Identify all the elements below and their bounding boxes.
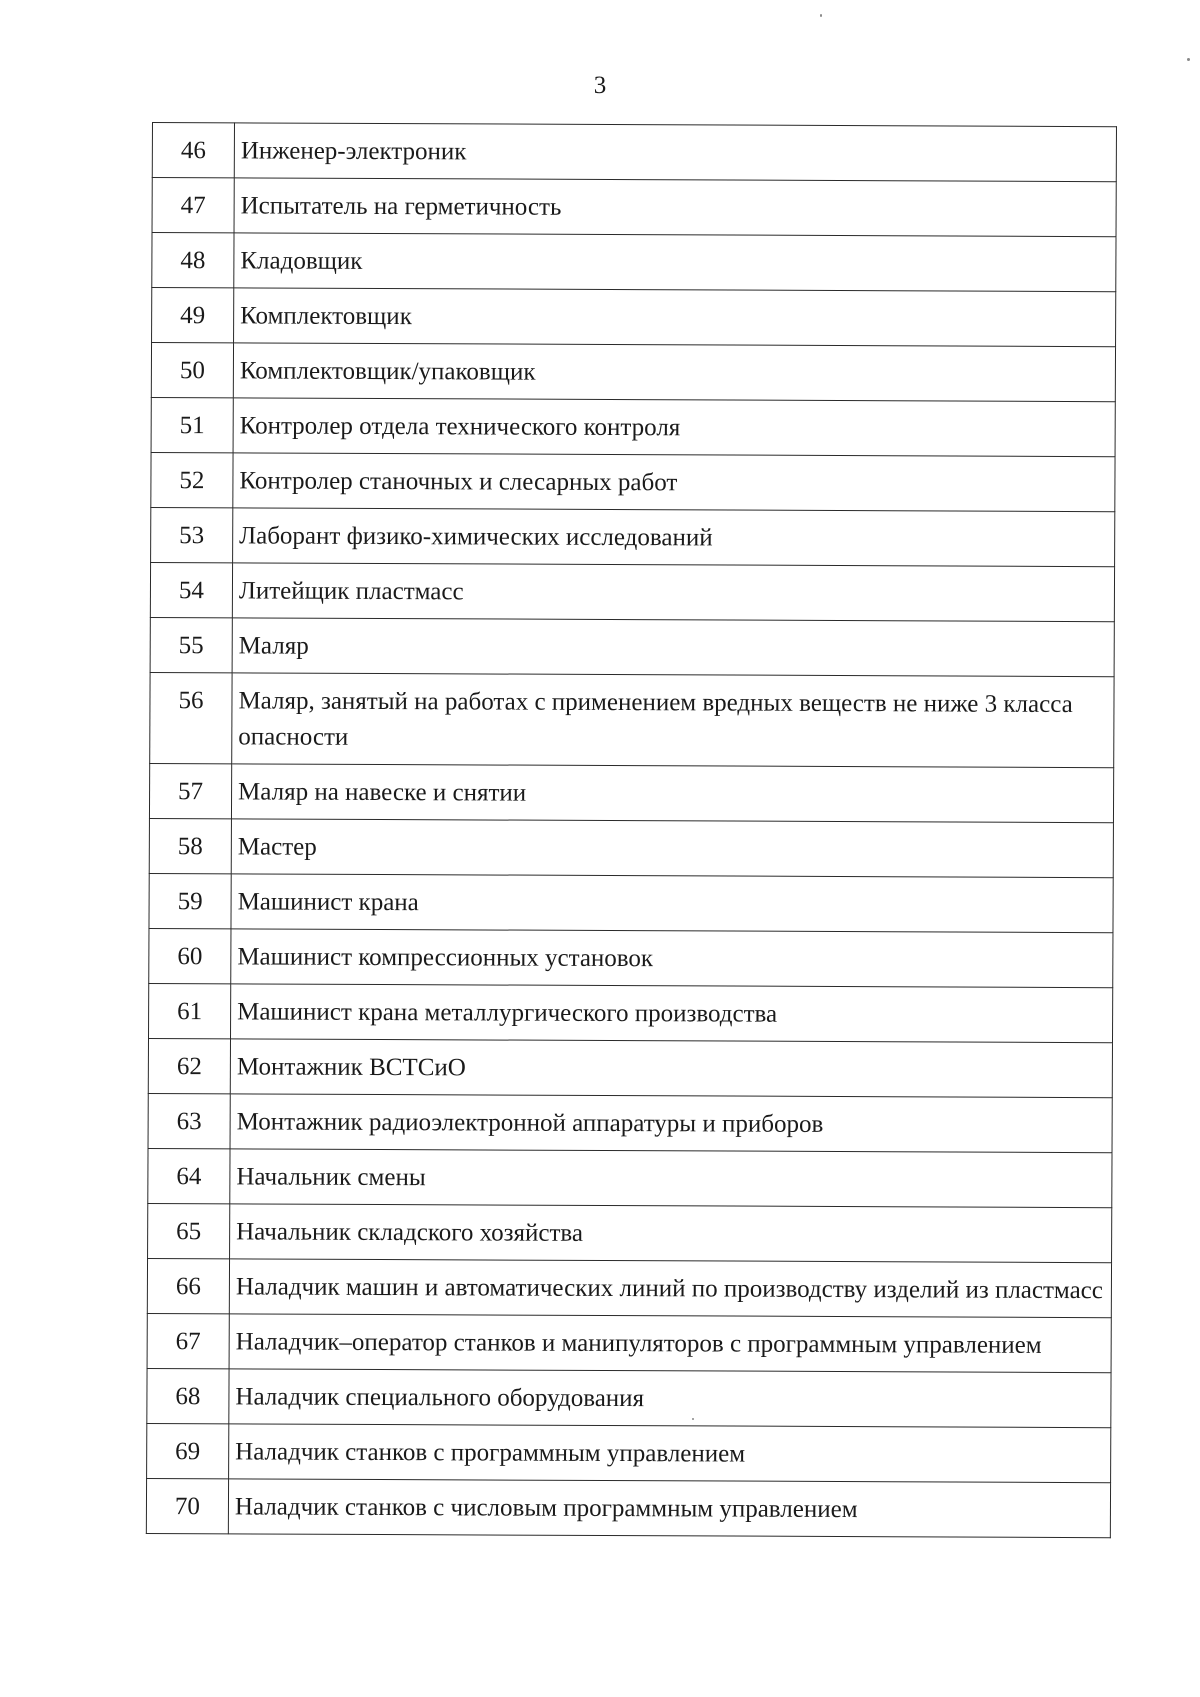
occupation-title: Наладчик станков с программным управлением (229, 1424, 1111, 1483)
occupation-title: Контролер отдела технического контроля (233, 398, 1115, 457)
table-row (151, 507, 1115, 566)
row-number: 69 (147, 1423, 229, 1478)
table-row (147, 1258, 1111, 1317)
occupation-title: Маляр (232, 618, 1114, 677)
row-number: 47 (152, 178, 234, 233)
table-row (149, 983, 1113, 1042)
occupation-title: Машинист компрессионных установок (231, 929, 1113, 988)
table-row (149, 818, 1113, 877)
occupation-title: Лаборант физико-химических исследований (233, 508, 1115, 567)
page-number: 3 (593, 72, 607, 99)
occupation-title: Монтажник радиоэлектронной аппаратуры и приборов (230, 1094, 1112, 1153)
row-number: 49 (152, 288, 234, 343)
table-row (149, 928, 1113, 987)
occupation-title: Кладовщик (234, 233, 1116, 292)
occupation-title: Испытатель на герметичность (234, 178, 1116, 237)
row-number: 58 (149, 818, 231, 873)
row-number: 64 (148, 1148, 230, 1203)
occupation-title: Наладчик–оператор станков и манипуляторов с программным управлением (229, 1314, 1111, 1373)
occupation-table (146, 122, 1117, 1538)
occupation-title: Маляр, занятый на работах с применением вредных веществ не ниже 3 класса опасности (232, 673, 1114, 768)
occupation-title: Инженер-электроник (234, 123, 1116, 182)
table-row (148, 1038, 1112, 1097)
table-row (146, 1478, 1110, 1537)
table-row (151, 452, 1115, 511)
row-number: 55 (150, 617, 232, 672)
occupation-title: Мастер (231, 819, 1113, 878)
table-row (149, 763, 1113, 822)
occupation-title: Наладчик специального оборудования (229, 1369, 1111, 1428)
row-number: 46 (152, 123, 234, 178)
occupation-title: Литейщик пластмасс (232, 563, 1114, 622)
occupation-table-body (146, 123, 1116, 1538)
row-number: 63 (148, 1093, 230, 1148)
table-row (151, 397, 1115, 456)
occupation-title: Машинист крана металлургического производства (231, 984, 1113, 1043)
row-number: 48 (152, 233, 234, 288)
table-row (152, 288, 1116, 347)
occupation-title: Наладчик станков с числовым программным управлением (228, 1479, 1110, 1538)
occupation-title: Наладчик машин и автоматических линий по производству изделий из пластмасс (229, 1259, 1111, 1318)
occupation-title: Машинист крана (231, 874, 1113, 933)
table-row (151, 343, 1115, 402)
row-number: 61 (149, 983, 231, 1038)
row-number: 56 (150, 672, 232, 763)
occupation-title: Маляр на навеске и снятии (231, 764, 1113, 823)
table-row (152, 233, 1116, 292)
row-number: 67 (147, 1313, 229, 1368)
table-row (147, 1368, 1111, 1427)
table-row (147, 1313, 1111, 1372)
row-number: 68 (147, 1368, 229, 1423)
table-row (150, 562, 1114, 621)
table-row (147, 1423, 1111, 1482)
row-number: 65 (148, 1203, 230, 1258)
table-row (152, 178, 1116, 237)
row-number: 52 (151, 452, 233, 507)
row-number: 51 (151, 397, 233, 452)
occupation-title: Монтажник ВСТСиО (230, 1039, 1112, 1098)
row-number: 66 (147, 1258, 229, 1313)
row-number: 57 (149, 763, 231, 818)
table-row (148, 1093, 1112, 1152)
table-row (148, 1203, 1112, 1262)
row-number: 53 (151, 507, 233, 562)
occupation-title: Комплектовщик (234, 288, 1116, 347)
table-row (149, 873, 1113, 932)
table-row (150, 617, 1114, 676)
occupation-title: Контролер станочных и слесарных работ (233, 453, 1115, 512)
row-number: 62 (148, 1038, 230, 1093)
table-row (148, 1148, 1112, 1207)
occupation-title: Комплектовщик/упаковщик (233, 343, 1115, 402)
scan-speck (820, 14, 822, 17)
row-number: 50 (151, 343, 233, 398)
row-number: 59 (149, 873, 231, 928)
occupation-title: Начальник смены (230, 1149, 1112, 1208)
table-row (152, 123, 1116, 182)
row-number: 60 (149, 928, 231, 983)
row-number: 54 (150, 562, 232, 617)
scan-speck (1187, 58, 1190, 61)
row-number: 70 (146, 1478, 228, 1533)
table-row (150, 672, 1114, 767)
occupation-title: Начальник складского хозяйства (230, 1204, 1112, 1263)
